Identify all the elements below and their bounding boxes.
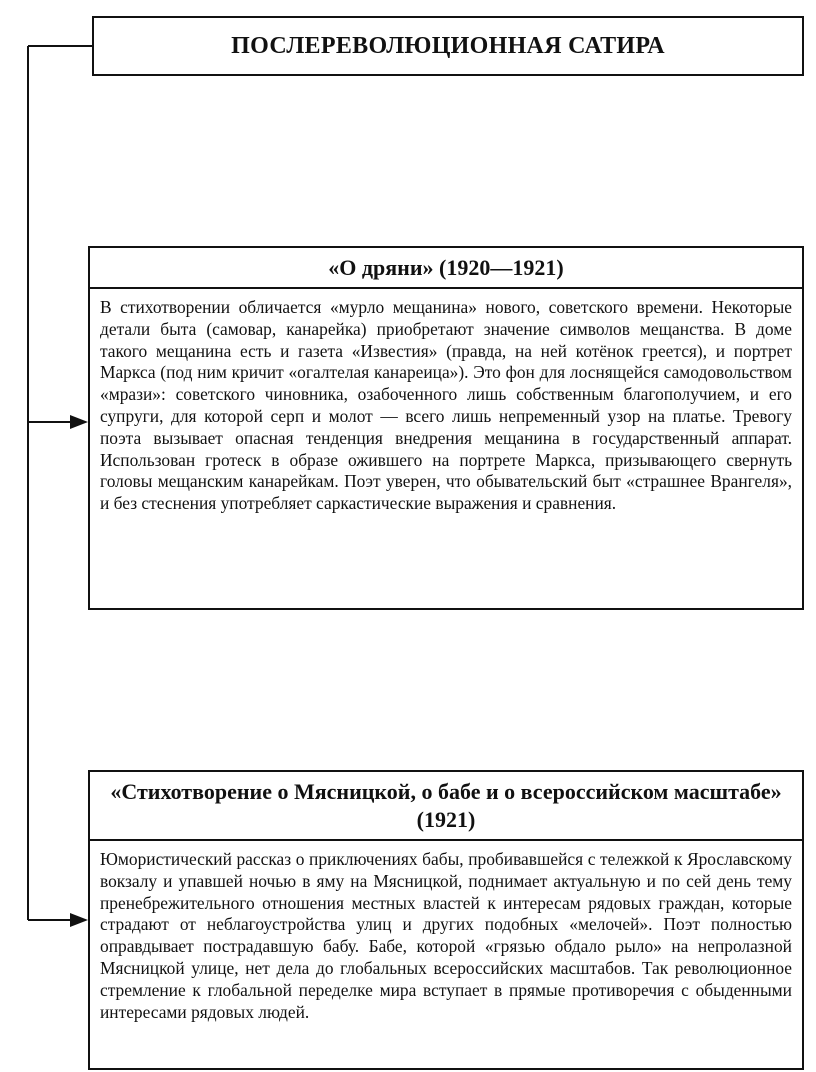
title-box [92,16,804,76]
section-card-myasnitskaya [88,770,804,1070]
section-text: Юмористический рассказ о приключениях бабы, пробивавшейся с тележкой к Ярославскому вокзалу и упавшей ночью в яму на Мясницкой, поднимает актуальную и по сей день тему пренебрежительного отношения местных властей к интересам рядовых граждан, которые страдают от неблагоустройства улиц и других подобных «мелочей». Поэт полностью оправдывает пострадавшую бабу. Бабе, которой «грязью обдало рыло» на непролазной Мясницкой улице, нет дела до глобальных всероссийских масштабов. Так революционное стремление к глобальной переделке мира вступает в прямые противоречия с обыденными интересами рядовых людей. [100,849,792,1022]
section-text: В стихотворении обличается «мурло мещанина» нового, советского времени. Некоторые детали быта (самовар, канарейка) приобретают значение символов мещанства. В доме такого мещанина есть и газета «Известия» (правда, на ней котёнок греется), и портрет Маркса (под ним кричит «огалтелая канареица»). Это фон для лоснящейся самодовольством «мрази»: советского чиновника, озабоченного лишь собственным благополучием, и его супруги, для которой серп и молот — всего лишь непременный узор на платье. Тревогу поэта вызывает опасная тенденция внедрения мещанина в государственный аппарат. Использован гротеск в образе ожившего на портрете Маркса, призывающего свернуть головы мещанским канарейкам. Поэт уверен, что обывательский быт «страшнее Врангеля», и без стеснения употребляет саркастические выражения и сравнения. [100,297,792,514]
arrowhead-card-2 [70,913,88,927]
diagram-title: ПОСЛЕРЕВОЛЮЦИОННАЯ САТИРА [231,32,665,59]
arrowhead-card-1 [70,415,88,429]
section-heading: «О дряни» (1920—1921) [90,248,802,289]
section-card-o-dryani [88,246,804,610]
section-heading: «Стихотворение о Мясницкой, о бабе и о всероссийском масштабе» (1921) [90,772,802,841]
